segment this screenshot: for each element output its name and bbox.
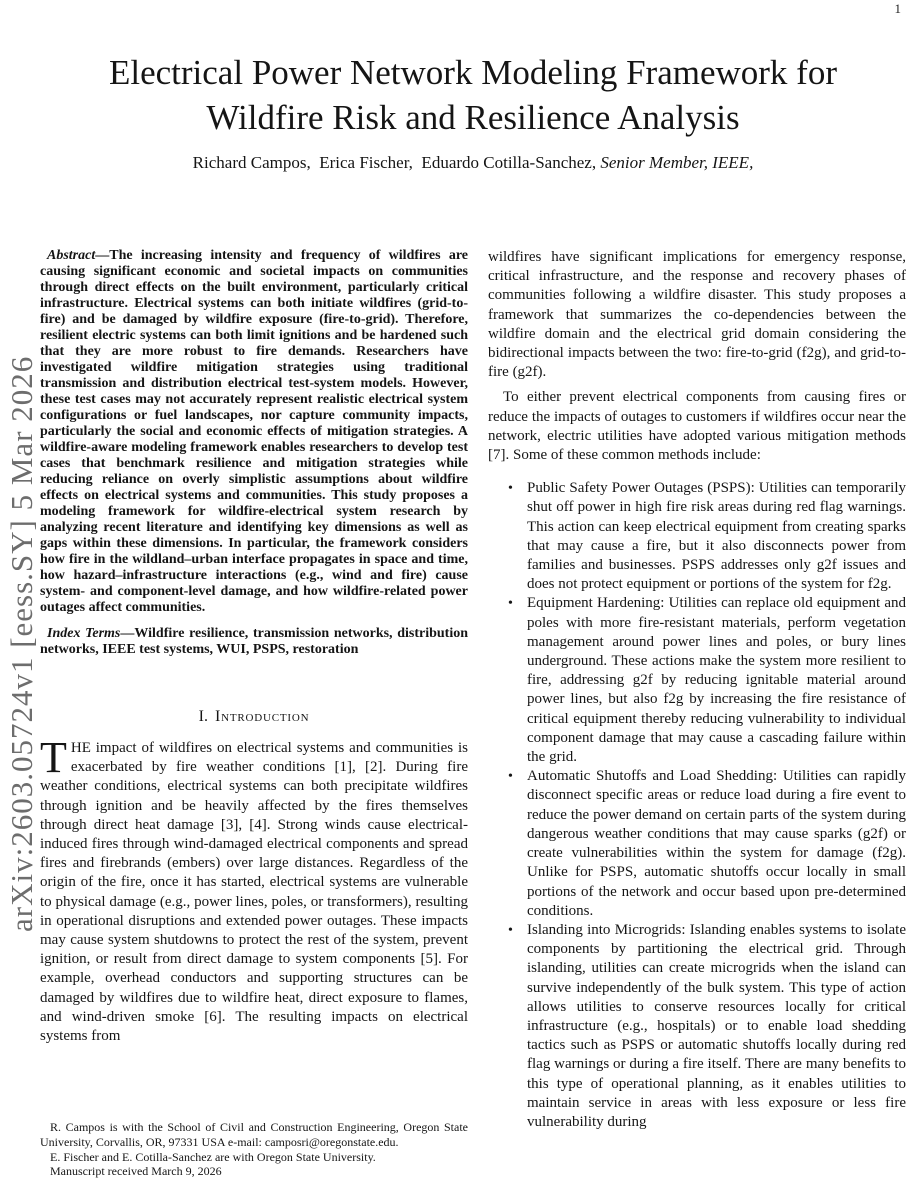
title-line-2: Wildfire Risk and Resilience Analysis xyxy=(206,98,740,137)
section-number: I. xyxy=(198,708,208,725)
footnote-affiliation-campos: R. Campos is with the School of Civil and Construction Engineering, Oregon State University, Corvallis, OR, 97331 USA e-mail: camposri@oregonstate.edu. xyxy=(40,1120,468,1149)
title-block xyxy=(40,50,906,173)
page-number: 1 xyxy=(894,1,901,16)
right-column xyxy=(488,248,906,1132)
footnote-affiliation-coauthors: E. Fischer and E. Cotilla-Sanchez are with Oregon State University. xyxy=(50,1149,376,1164)
index-terms xyxy=(40,626,468,658)
footnote-block xyxy=(40,1120,468,1179)
list-item-psps xyxy=(508,479,906,594)
author-line xyxy=(40,153,906,173)
bullet-icon: • xyxy=(508,596,513,612)
section-heading-introduction xyxy=(40,708,468,726)
abstract xyxy=(40,248,468,616)
mitigation-methods-paragraph: To either prevent electrical components from causing fires or reduce the impacts of outages to customers if wildfires occur near the network, electric utilities have adopted various mitigation methods [7]. Some of these common methods include: xyxy=(488,389,906,464)
author-names: Richard Campos, Erica Fischer, Eduardo Cotilla-Sanchez, xyxy=(192,153,601,172)
list-item-text: Automatic Shutoffs and Load Shedding: Utilities can rapidly disconnect specific areas or reduce load during a fire event to reduce the power demand on certain parts of the system during dangerous weather conditions that may cause sparks (g2f) or create vulnerabilities within the system for damage (f2g). Unlike for PSPS, automatic shutoffs occur locally in small portions of the network and occur based upon pre-determined conditions. xyxy=(527,768,906,919)
footnote-manuscript-received: Manuscript received March 9, 2026 xyxy=(50,1164,222,1179)
intro-dropcap: T xyxy=(40,733,67,782)
list-item-text: Equipment Hardening: Utilities can replace old equipment and poles with more fire-resistant materials, perform vegetation management around power lines and poles, or bury lines underground. These actions make the system more resilient to fire, addressing g2f by reducing ignitable material around power lines, but also f2g by increasing the fire resistance of critical equipment thereby reducing vulnerability to individual component damage that may cause a cascading failure within the grid. xyxy=(527,595,906,766)
author-membership: Senior Member, IEEE, xyxy=(600,153,754,172)
index-terms-label: Index Terms xyxy=(47,626,121,641)
arxiv-watermark: arXiv:2603.05724v1 [eess.SY] 5 Mar 2026 xyxy=(4,355,39,932)
list-item-equipment-hardening xyxy=(508,594,906,767)
abstract-text: —The increasing intensity and frequency of wildfires are causing significant economic and societal impacts on communities through direct effects on the built environment, particularly critical infrastructure. Electrical systems can both initiate wildfires (grid-to-fire) and be damaged by wildfire exposure (fire-to-grid). Therefore, resilient electric systems can both limit ignitions and be hardened such that they are more robust to fire demands. Researchers have investigated wildfire mitigation strategies using traditional transmission and distribution electrical test-system models. However, these test cases may not accurately represent realistic electrical system configurations or fuel landscapes, nor capture community impacts, particularly the social and economic effects of mitigation strategies. A wildfire-aware modeling framework enables researchers to develop test cases that benchmark resilience and mitigation strategies while reducing reliance on overly simplistic assumptions about wildfire effects on electrical systems and communities. This study proposes a modeling framework for wildfire-electrical system research by analyzing recent literature and identifying key dimensions as well as gaps within these dimensions. In particular, the framework considers how fire in the wildland–urban interface propagates in space and time, how hazard–infrastructure interactions (e.g., wind and fire) cause system- and component-level damage, and how wildfire-related power outages affect communities. xyxy=(40,248,468,615)
left-column xyxy=(40,248,468,1046)
index-terms-text: —Wildfire resilience, transmission networks, distribution networks, IEEE test systems, WUI, PSPS, restoration xyxy=(40,626,469,657)
bullet-icon: • xyxy=(508,769,513,785)
section-title: Introduction xyxy=(214,708,310,725)
continuation-paragraph: wildfires have significant implications for emergency response, critical infrastructure, and the response and recovery phases of communities following a wildfire disaster. This study proposes a framework that summarizes the co-dependencies between the wildfire domain and the electrical grid domain considering the bidirectional impacts between the two: fire-to-grid (f2g), and grid-to-fire (g2f). xyxy=(488,249,906,381)
abstract-label: Abstract xyxy=(47,248,96,263)
intro-paragraph-text: HE impact of wildfires on electrical systems and communities is exacerbated by fire weather conditions [1], [2]. During fire weather conditions, electrical systems can both precipitate wildfires through ignition and be heavily affected by the fires themselves through direct heat damage [3], [4]. Strong winds cause electrical-induced fires through wind-damaged electrical components and spread fires and firebrands (embers) over large distances. Regardless of the origin of the fire, once it has started, electrical systems are vulnerable to physical damage (e.g., power lines, poles, or transformers), resulting in operational disruptions and extended power outages. These impacts may cause system shutdowns to protect the rest of the system, prevent ignition, or result from direct damage to system components [5]. For example, overhead conductors and supporting structures can be damaged by wildfires due to wildfire heat, direct exposure to flames, and wind-driven smoke [6]. The resulting impacts on electrical systems from xyxy=(40,740,468,1045)
paper-title xyxy=(40,50,906,140)
title-line-1: Electrical Power Network Modeling Framework for xyxy=(109,53,837,92)
mitigation-methods-list xyxy=(488,479,906,1132)
intro-paragraph xyxy=(40,733,468,1046)
list-item-text: Public Safety Power Outages (PSPS): Utilities can temporarily shut off power in high fire risk areas during red flag warnings. This action can keep electrical equipment from creating sparks that may cause a fire, but it also disconnects power from families and businesses. PSPS addresses only g2f issues and does not protect equipment or portions of the system for f2g. xyxy=(527,480,906,593)
list-item-islanding-microgrids xyxy=(508,921,906,1132)
list-item-automatic-shutoffs xyxy=(508,767,906,921)
bullet-icon: • xyxy=(508,481,513,497)
bullet-icon: • xyxy=(508,922,513,938)
list-item-text: Islanding into Microgrids: Islanding enables systems to isolate components by partitioning the electrical grid. Through islanding, utilities can create microgrids when the island can survive independently of the bulk system. This type of action allows utilities to conserve resources locally for critical infrastructure (e.g., hospitals) or to enable load shedding tactics such as PSPS or automatic shutoffs locally during red flag warnings or during a fire itself. There are many benefits to this type of operational planning, as it enables utilities to maintain service in areas with less exposure or less fire vulnerability during xyxy=(527,921,906,1130)
